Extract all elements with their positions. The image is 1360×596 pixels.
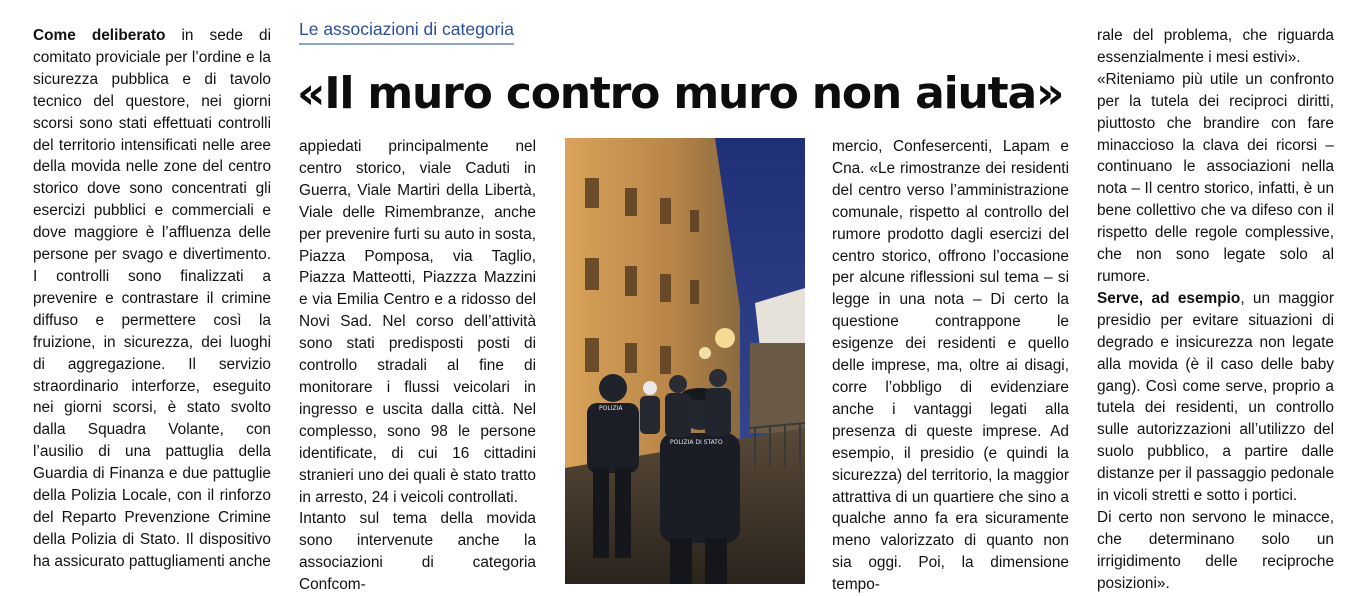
text-column-4	[1097, 25, 1335, 592]
vest-label: POLIZIA DI STATO	[670, 439, 723, 446]
section-kicker: Le associazioni di categoria	[299, 19, 514, 45]
text-column-1	[33, 25, 271, 584]
vest-label: POLIZIA	[599, 405, 623, 412]
paragraph: rale del problema, che riguarda essenzialmente i mesi estivi».	[1097, 27, 1334, 66]
paragraph-text: , un maggior presidio per evitare situazioni di degrado e insicurezza non legate alla movida (è il caso delle baby gang). Così come serve, proprio a tutela dei residenti, un controllo sulle autorizzazioni all’utilizzo del suolo pubblico, a partire dalle distanze per il passaggio pedonale in vicoli stretti e sotto i portici.	[1097, 289, 1335, 505]
article-headline: «Il muro contro muro non aiuta»	[297, 68, 1064, 119]
text-column-3	[832, 136, 1069, 594]
paragraph: Intanto sul tema della movida sono intervenute anche la associazioni di categoria Confcom-	[299, 510, 536, 594]
lead-in-bold: Serve, ad esempio	[1097, 289, 1241, 307]
lead-in-bold: Come deliberato	[33, 27, 166, 44]
paragraph: «Riteniamo più utile un confronto per la tutela dei reciproci diritti, piuttosto che brandire con fare minaccioso la clava dei ricorsi – continuano le associazioni nella nota – Il centro storico, infatti, è un bene collettivo che va difeso con il rispetto delle regole complessive, che non sono legate solo al rumore.	[1097, 70, 1334, 285]
paragraph: appiedati principalmente nel centro storico, viale Caduti in Guerra, Viale Martiri della Libertà, Viale delle Rimembranze, anche per prevenire furti su auto in sosta, Piazza Pomposa, via Taglio, Piazza Matteotti, Piazzza Mazzini e via Emilia Centro e a ridosso del Novi Sad. Nel corso dell’attività sono stati predisposti posti di controllo stradali al fine di monitorare i flussi veicolari in ingresso e uscita dalla città. Nel complesso, sono 98 le persone identificate, di cui 16 cittadini stranieri uno dei quali è stato tratto in arresto, 24 i veicoli controllati.	[299, 138, 536, 506]
paragraph: Di certo non servono le minacce, che determinano solo un irrigidimento delle reciproche posizioni».	[1097, 508, 1334, 592]
article-photo	[565, 138, 805, 584]
paragraph	[1097, 288, 1334, 507]
text-column-2	[299, 136, 536, 594]
paragraph-text: in sede di comitato proviciale per l’ordine e la sicurezza pubblica e di tavolo tecnico del questore, nei giorni scorsi sono stati effettuati controlli del territorio intensificati nelle aree della movida nelle zone del centro storico dove sono concentrati gli esercizi pubblici e commerciali e dove maggiore è l’affluenza delle persone per svago e divertimento. I controlli sono finalizzati a prevenire e contrastare il crimine diffuso e permettere così la fruizione, in sicurezza, dei luoghi di aggregazione. Il servizio straordinario interforze, eseguito nei giorni scorsi, è stato svolto dalla Squadra Volante, con l’ausilio di una pattuglia della Guardia di Finanza e due pattuglie della Polizia Locale, con il rinforzo del Reparto Prevenzione Crimine della Polizia di Stato. Il dispositivo ha assicurato pattugliamenti anche	[33, 27, 271, 570]
paragraph: mercio, Confesercenti, Lapam e Cna. «Le rimostranze dei residenti del centro verso l’amministrazione comunale, rispetto al controllo del rumore prodotto dagli esercizi del centro storico, offrono l’occasione per alcune riflessioni sul tema – si legge in una nota – Di certo la questione contrappone le esigenze dei residenti e quello delle imprese, ma, oltre ai disagi, corre l’obbligo di evidenziare anche i vantaggi legati alla presenza di queste imprese. Ad esempio, il presidio (e quindi la sicurezza) del territorio, la maggior attrattiva di un quartiere che sino a qualche anno fa era sicuramente meno valorizzato di quanto non sia oggi. Poi, la dimensione tempo-	[832, 138, 1069, 594]
paragraph	[33, 25, 271, 573]
